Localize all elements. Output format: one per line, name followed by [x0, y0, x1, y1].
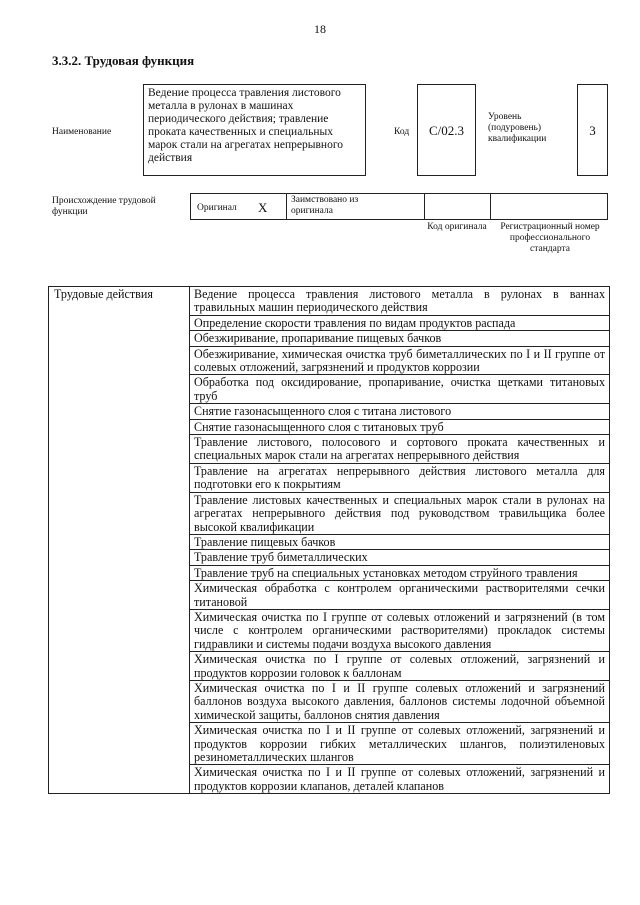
- code-value-text: С/02.3: [428, 123, 465, 138]
- labor-action-item: Снятие газонасыщенного слоя с титана листового: [190, 404, 610, 419]
- labor-action-item: Травление листового, полосового и сортового проката качественных и специальных марок стали на агрегатах непрерывного действия: [190, 435, 610, 464]
- origin-row: [190, 193, 608, 220]
- labor-action-item: Химическая очистка по I группе от солевых отложений и загрязнений (в том числе с контролем органическими растворителями) прокладок системы гидравлики и системы подачи воздуха высокого давления: [190, 609, 610, 651]
- origin-label: Происхождение трудовой функции: [52, 196, 156, 217]
- borrowed-label: Заимствовано из оригинала: [291, 195, 359, 216]
- labor-action-item: Химическая очистка по I и II группе от солевых отложений, загрязнений и продуктов коррозии гибких металлических шлангов, полиэтиленовых резинометаллических шлангов: [190, 723, 610, 765]
- labor-action-item: Травление пищевых бачков: [190, 534, 610, 549]
- labor-action-item: Химическая очистка по I и II группе от солевых отложений, загрязнений и продуктов коррозии клапанов, деталей клапанов: [190, 765, 610, 794]
- origin-divider-3: [490, 193, 491, 220]
- labor-action-item: Химическая очистка по I группе от солевых отложений, загрязнений и продуктов коррозии головок к баллонам: [190, 652, 610, 681]
- labor-action-item: Травление труб на специальных установках методом струйного травления: [190, 565, 610, 580]
- reg-number-caption: Регистрационный номер профессионального стандарта: [500, 222, 600, 254]
- name-value-text: Ведение процесса травления листового металла в рулонах в машинах периодического действия; травление проката качественных и специальных марок стали на агрегатах непрерывного действия: [148, 87, 343, 164]
- code-label: Код: [394, 127, 410, 137]
- labor-action-item: Травление труб биметаллических: [190, 550, 610, 565]
- origin-divider-2: [424, 193, 425, 220]
- page-number: 18: [314, 22, 326, 36]
- labor-actions-table: [48, 286, 610, 794]
- labor-action-item: Травление на агрегатах непрерывного действия листового металла для подготовки его к покрытиям: [190, 463, 610, 492]
- original-label: Оригинал: [197, 203, 237, 213]
- code-original-caption: Код оригинала: [427, 222, 487, 232]
- origin-divider-1: [286, 193, 287, 220]
- level-value: [577, 84, 608, 176]
- labor-actions-label: Трудовые действия: [49, 287, 190, 794]
- labor-actions-body: [49, 287, 610, 794]
- labor-action-item: Травление листовых качественных и специальных марок стали в рулонах на агрегатах непрерывного действия под руководством травильщика более высокой квалификации: [190, 492, 610, 534]
- name-label: Наименование: [52, 127, 112, 137]
- level-label: Уровень (подуровень) квалификации: [488, 112, 547, 144]
- labor-action-item: Обезжиривание, химическая очистка труб биметаллических по I и II группе от солевых отложений, загрязнений и продуктов коррозии: [190, 346, 610, 375]
- table-row: [49, 287, 610, 316]
- labor-action-item: Химическая обработка с контролем органическими растворителями сечки титановой: [190, 581, 610, 610]
- labor-action-item: Снятие газонасыщенного слоя с титановых труб: [190, 419, 610, 434]
- labor-action-item: Обработка под оксидирование, пропаривание, очистка щетками титановых труб: [190, 375, 610, 404]
- labor-action-item: Определение скорости травления по видам продуктов распада: [190, 315, 610, 330]
- labor-action-item: Обезжиривание, пропаривание пищевых бачков: [190, 331, 610, 346]
- original-mark: X: [258, 200, 268, 215]
- code-value: [417, 84, 476, 176]
- labor-action-item: Ведение процесса травления листового металла в рулонах в ваннах травильных машин периодического действия: [190, 287, 610, 316]
- section-title: 3.3.2. Трудовая функция: [52, 53, 195, 68]
- name-value: [143, 84, 366, 176]
- labor-action-item: Химическая очистка по I и II группе солевых отложений и загрязнений баллонов воздуха высокого давления, баллонов системы лодочной объемной химической защиты, баллонов снятия давления: [190, 680, 610, 722]
- level-value-text: 3: [589, 123, 596, 138]
